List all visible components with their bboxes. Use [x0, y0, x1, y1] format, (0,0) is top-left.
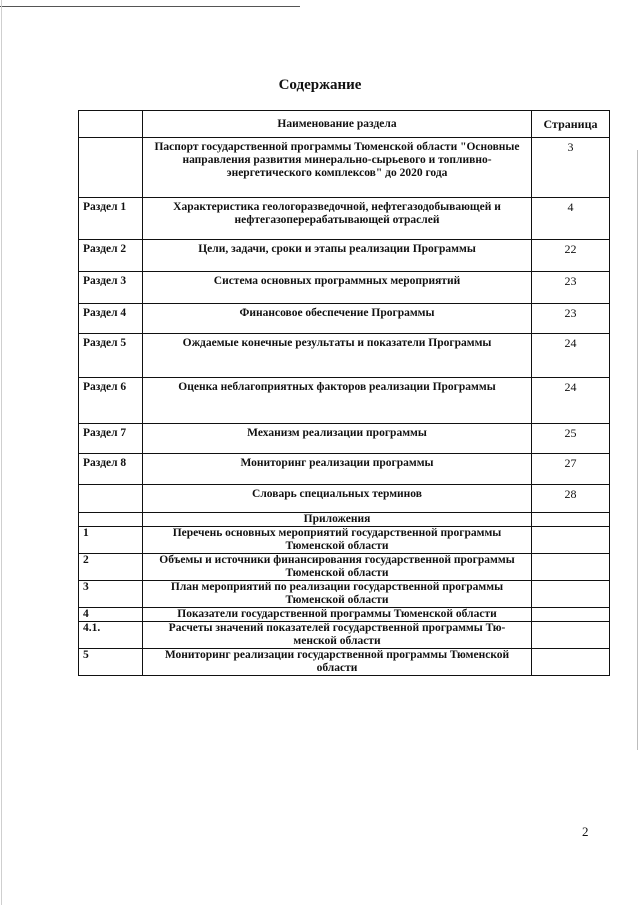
row-name: [143, 304, 532, 334]
row-page: [532, 554, 610, 581]
row-section: [79, 485, 143, 513]
row-name: [143, 554, 532, 581]
row-page: 24: [532, 334, 610, 378]
row-section: Раздел 6: [79, 378, 143, 424]
row-page: 23: [532, 304, 610, 334]
contents-link[interactable]: Показатели государственной программы Тюменской области: [177, 608, 497, 620]
row-name: [143, 424, 532, 454]
table-row: [79, 334, 610, 378]
contents-link[interactable]: Перечень основных мероприятий государственной программы Тюменской области: [172, 527, 502, 552]
row-section: Раздел 2: [79, 240, 143, 272]
contents-link[interactable]: Расчеты значений показателей государственной программы Тю-менской области: [168, 622, 506, 647]
contents-link[interactable]: Цели, задачи, сроки и этапы реализации Программы: [198, 243, 476, 255]
table-row: [79, 622, 610, 649]
scan-artifact-edge: [637, 150, 638, 750]
contents-link[interactable]: Мониторинг реализации государственной программы Тюменской области: [164, 649, 510, 674]
row-name: [143, 581, 532, 608]
header-section: [79, 111, 143, 138]
table-row: [79, 527, 610, 554]
row-name: [143, 272, 532, 304]
row-section: 4: [79, 608, 143, 622]
row-name: [143, 622, 532, 649]
contents-link[interactable]: Словарь специальных терминов: [252, 488, 422, 500]
row-section: [79, 138, 143, 198]
table-row: [79, 272, 610, 304]
row-section: 1: [79, 527, 143, 554]
header-name: Наименование раздела: [143, 111, 532, 138]
table-row: [79, 424, 610, 454]
row-page: 25: [532, 424, 610, 454]
row-name: [143, 198, 532, 240]
table-row: [79, 454, 610, 485]
appendix-header: Приложения: [143, 513, 532, 527]
table-row: [79, 581, 610, 608]
row-section: 2: [79, 554, 143, 581]
row-section: Раздел 3: [79, 272, 143, 304]
table-row: [79, 378, 610, 424]
row-page: [532, 649, 610, 676]
contents-link[interactable]: План мероприятий по реализации государственной программы Тюменской области: [170, 581, 504, 606]
table-row: [79, 304, 610, 334]
row-section: Раздел 7: [79, 424, 143, 454]
row-name: [143, 649, 532, 676]
table-row: [79, 198, 610, 240]
header-page: Страница: [532, 111, 610, 138]
table-row: [79, 554, 610, 581]
row-section: Раздел 8: [79, 454, 143, 485]
row-section: 5: [79, 649, 143, 676]
row-section: Раздел 4: [79, 304, 143, 334]
page-number: 2: [582, 824, 589, 839]
contents-link[interactable]: Оценка неблагоприятных факторов реализации Программы: [178, 381, 496, 393]
row-name: [143, 527, 532, 554]
row-page: 24: [532, 378, 610, 424]
table-row: [79, 240, 610, 272]
contents-table: [78, 110, 610, 676]
contents-link[interactable]: Ождаемые конечные результаты и показатели Программы: [182, 337, 492, 349]
contents-link[interactable]: Система основных программных мероприятий: [213, 275, 461, 287]
table-row: [79, 608, 610, 622]
contents-link[interactable]: Объемы и источники финансирования государственной программы Тюменской области: [159, 554, 515, 579]
table-row: [79, 649, 610, 676]
table-header-row: [79, 111, 610, 138]
row-page: 22: [532, 240, 610, 272]
table-row: [79, 485, 610, 513]
appendix-header-row: [79, 513, 610, 527]
row-name: [143, 334, 532, 378]
row-section: 4.1.: [79, 622, 143, 649]
contents-link[interactable]: Паспорт государственной программы Тюменской области "Основные направления развития минерально-сырьевого и топливно-энергетического комплексов" до 2020 года: [154, 141, 520, 179]
scan-artifact-line: [0, 6, 300, 7]
row-page: [532, 608, 610, 622]
row-name: [143, 240, 532, 272]
row-page: 23: [532, 272, 610, 304]
row-page: 28: [532, 485, 610, 513]
contents-link[interactable]: Механизм реализации программы: [247, 427, 427, 439]
page-title: Содержание: [278, 77, 362, 93]
row-page: 4: [532, 198, 610, 240]
row-name: [143, 485, 532, 513]
row-section: Раздел 5: [79, 334, 143, 378]
row-name: [143, 378, 532, 424]
row-name: [143, 138, 532, 198]
row-page: 3: [532, 138, 610, 198]
row-section: Раздел 1: [79, 198, 143, 240]
contents-link[interactable]: Характеристика геологоразведочной, нефтегазодобывающей и нефтегазоперерабатывающей отраслей: [173, 201, 501, 226]
row-name: [143, 454, 532, 485]
row-section: 3: [79, 581, 143, 608]
scan-artifact-edge: [1, 0, 2, 905]
contents-link[interactable]: Финансовое обеспечение Программы: [239, 307, 435, 319]
row-page: [532, 581, 610, 608]
contents-link[interactable]: Мониторинг реализации программы: [240, 457, 434, 469]
row-page: 27: [532, 454, 610, 485]
row-page: [532, 527, 610, 554]
table-row: [79, 138, 610, 198]
row-page: [532, 622, 610, 649]
row-name: [143, 608, 532, 622]
